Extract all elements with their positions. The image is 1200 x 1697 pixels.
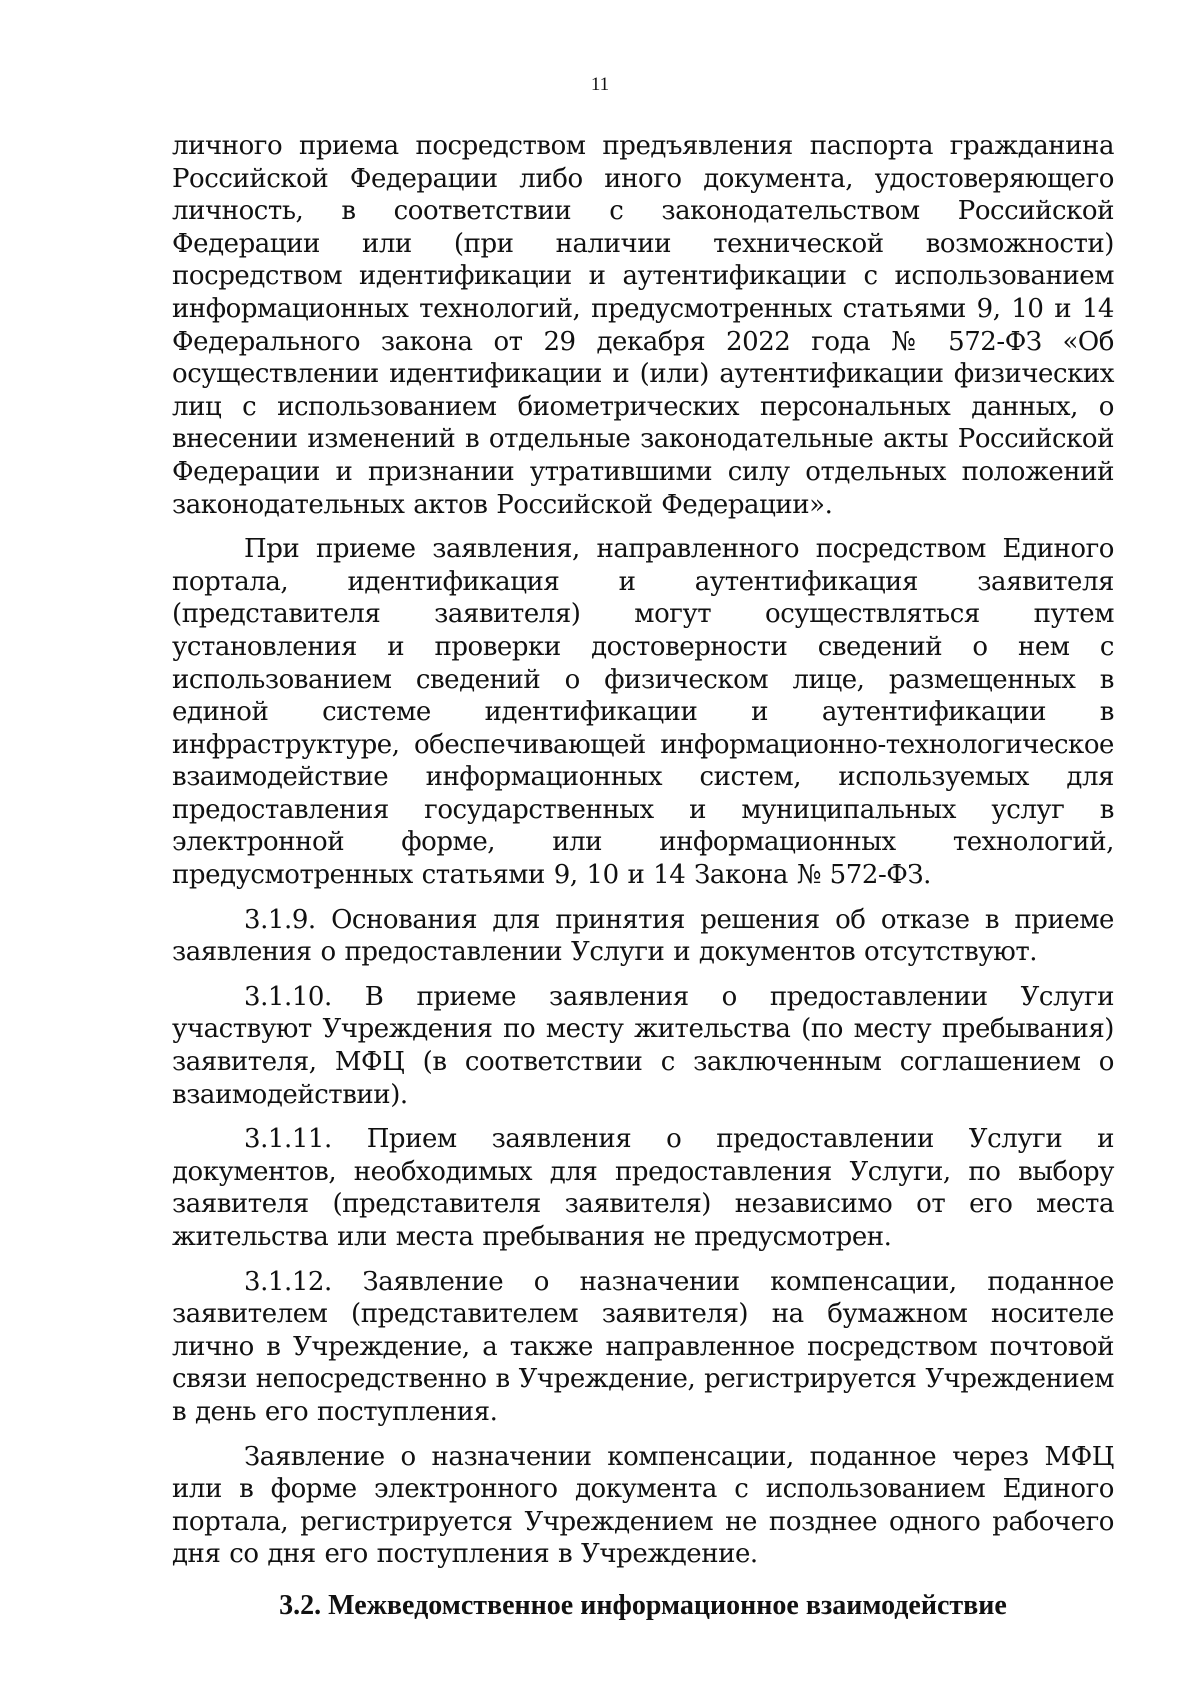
paragraph-continuation: личного приема посредством предъявления паспорта гражданина Российской Федерации либо иного документа, удостоверяющего личность, в соответствии с законодательством Российской Федерации или (при наличии технической возможности) посредством идентификации и аутентификации с использованием информационных технологий, предусмотренных статьями 9, 10 и 14 Федерального закона от 29 декабря 2022 года № 572-ФЗ «Об осуществлении идентификации и (или) аутентификации физических лиц с использованием биометрических персональных данных, о внесении изменений в отдельные законодательные акты Российской Федерации и признании утратившими силу отдельных положений законодательных актов Российской Федерации». bbox=[172, 131, 1114, 520]
section-heading: 3.2. Межведомственное информационное взаимодействие bbox=[279, 1589, 1007, 1621]
page-number: 11 bbox=[590, 74, 610, 95]
paragraph-3-1-9: 3.1.9. Основания для принятия решения об отказе в приеме заявления о предоставлении Услуги и документов отсутствуют. bbox=[172, 904, 1114, 968]
paragraph-3-1-10: 3.1.10. В приеме заявления о предоставлении Услуги участвуют Учреждения по месту жительства (по месту пребывания) заявителя, МФЦ (в соответствии с заключенным соглашением о взаимодействии). bbox=[172, 981, 1114, 1110]
paragraph-3-1-11: 3.1.11. Прием заявления о предоставлении Услуги и документов, необходимых для предоставления Услуги, по выбору заявителя (представителя заявителя) независимо от его места жительства или места пребывания не предусмотрен. bbox=[172, 1124, 1114, 1252]
paragraph-3-1-12: 3.1.12. Заявление о назначении компенсации, поданное заявителем (представителем заявителя) на бумажном носителе лично в Учреждение, а также направленное посредством почтовой связи непосредственно в Учреждение, регистрируется Учреждением в день его поступления. bbox=[172, 1266, 1114, 1427]
document-body bbox=[172, 130, 1114, 1623]
paragraph-registration: Заявление о назначении компенсации, поданное через МФЦ или в форме электронного документа с использованием Единого портала, регистрируется Учреждением не позднее одного рабочего дня со дня его поступления в Учреждение. bbox=[172, 1441, 1114, 1570]
paragraph-identification: При приеме заявления, направленного посредством Единого портала, идентификация и аутентификация заявителя (представителя заявителя) могут осуществляться путем установления и проверки достоверности сведений о нем с использованием сведений о физическом лице, размещенных в единой системе идентификации и аутентификации в инфраструктуре, обеспечивающей информационно-технологическое взаимодействие информационных систем, используемых для предоставления государственных и муниципальных услуг в электронной форме, или информационных технологий, предусмотренных статьями 9, 10 и 14 Закона № 572-ФЗ. bbox=[172, 534, 1114, 891]
